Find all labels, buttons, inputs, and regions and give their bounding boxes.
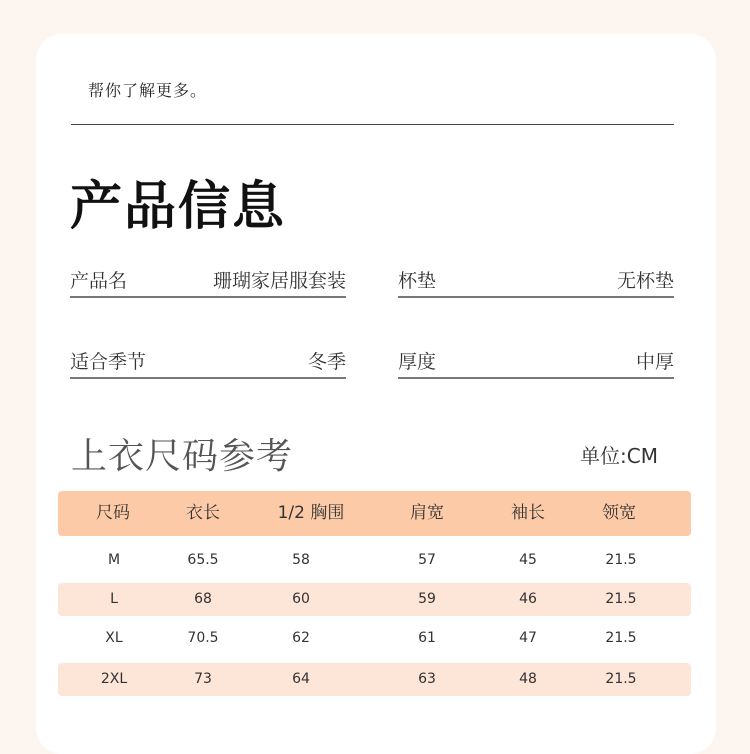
table-cell: 60	[292, 591, 310, 607]
table-cell: 63	[418, 671, 436, 687]
divider	[71, 124, 674, 125]
table-cell: 21.5	[605, 671, 637, 687]
table-cell: 64	[292, 671, 310, 687]
size-chart-title: 上衣尺码参考	[71, 436, 294, 477]
column-header: 领宽	[602, 503, 636, 523]
intro-text: 帮你了解更多。	[88, 81, 208, 100]
table-row	[58, 622, 691, 655]
table-cell: XL	[105, 630, 123, 646]
spec-season	[70, 343, 346, 379]
spec-thickness	[398, 343, 674, 379]
table-cell: 58	[292, 552, 310, 568]
table-cell: 21.5	[605, 630, 637, 646]
table-cell: 48	[519, 671, 537, 687]
table-cell: 47	[519, 630, 537, 646]
column-header: 1/2 胸围	[277, 503, 345, 523]
table-cell: 57	[418, 552, 436, 568]
spec-value: 中厚	[635, 351, 674, 373]
table-cell: 70.5	[187, 630, 219, 646]
spec-value: 珊瑚家居服套装	[212, 270, 346, 292]
spec-value: 冬季	[307, 351, 346, 373]
table-cell: M	[107, 552, 121, 568]
spec-label: 产品名	[70, 270, 128, 292]
table-cell: 46	[519, 591, 537, 607]
spec-label: 厚度	[398, 351, 437, 373]
table-cell: 21.5	[605, 591, 637, 607]
spec-label: 杯垫	[398, 270, 437, 292]
table-cell: 59	[418, 591, 436, 607]
table-row	[58, 583, 691, 616]
column-header: 肩宽	[410, 503, 444, 523]
table-cell: 45	[519, 552, 537, 568]
spec-cup-pad	[398, 262, 674, 298]
product-info-title: 产品信息	[70, 177, 287, 237]
table-cell: L	[110, 591, 118, 607]
table-cell: 61	[418, 630, 436, 646]
spec-product-name	[70, 262, 346, 298]
table-cell: 21.5	[605, 552, 637, 568]
table-row	[58, 544, 691, 577]
column-header: 衣长	[186, 503, 220, 523]
spec-value: 无杯垫	[616, 270, 674, 292]
table-cell: 65.5	[187, 552, 219, 568]
column-header: 袖长	[511, 503, 545, 523]
size-table-header	[58, 491, 691, 536]
table-cell: 68	[194, 591, 212, 607]
spec-label: 适合季节	[70, 351, 147, 373]
table-row	[58, 663, 691, 696]
table-cell: 62	[292, 630, 310, 646]
table-cell: 2XL	[100, 671, 128, 687]
unit-label: 单位:CM	[580, 444, 658, 468]
table-cell: 73	[194, 671, 212, 687]
column-header: 尺码	[96, 503, 130, 523]
